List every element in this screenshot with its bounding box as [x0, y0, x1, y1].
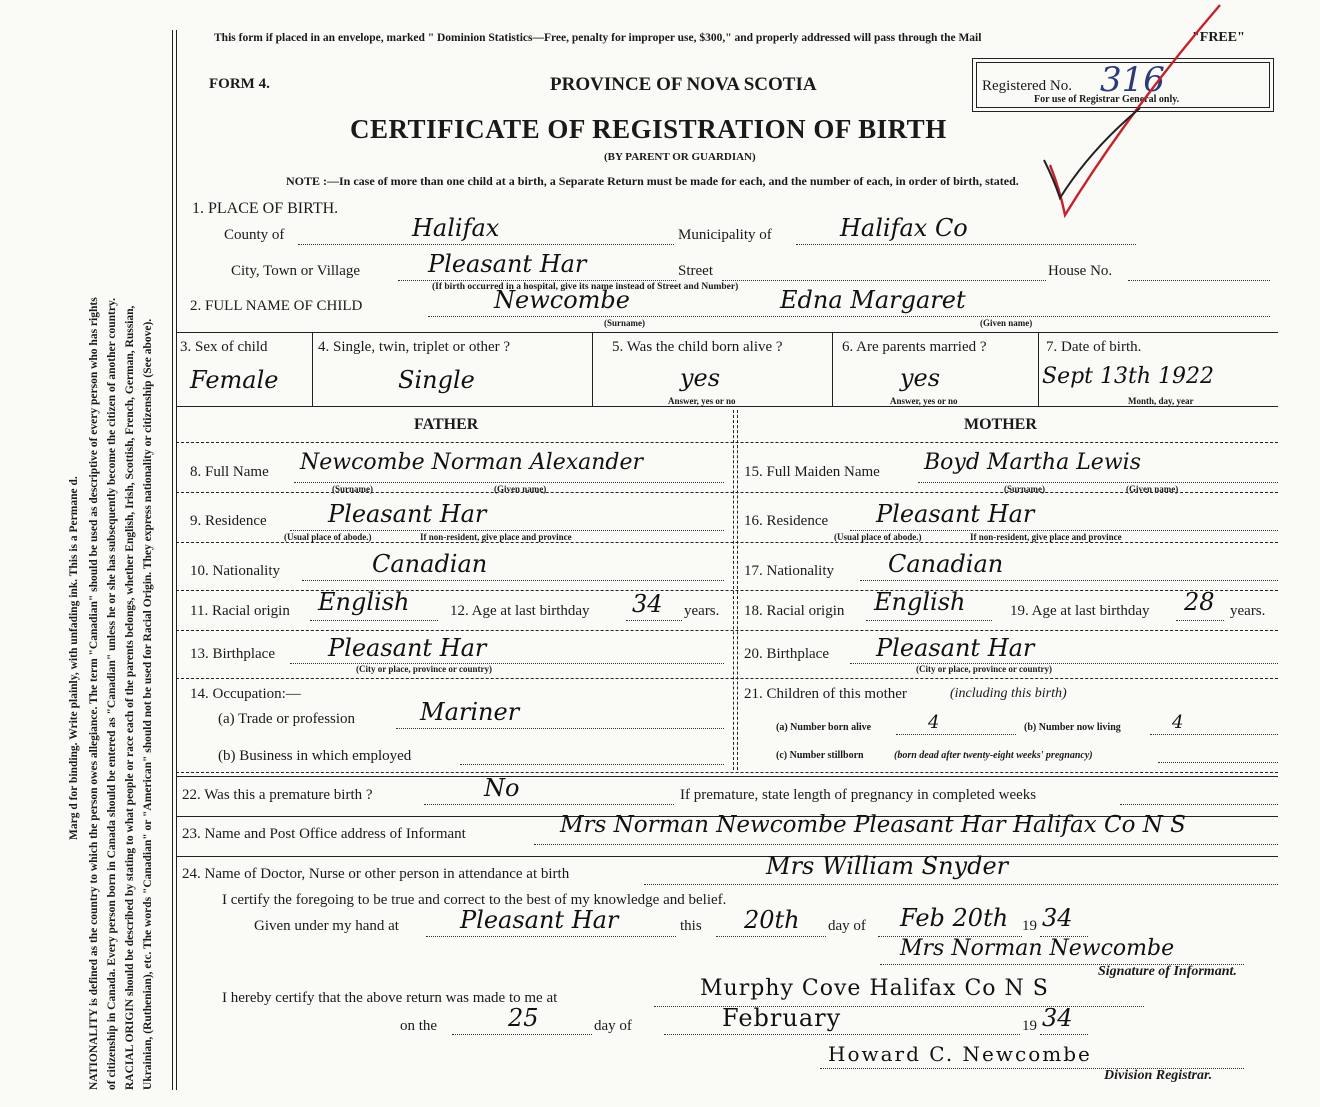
multiple-birth-note: NOTE :—In case of more than one child at a birth, a Separate Return must be made for each, and the number of each, in order of birth, stated.: [286, 174, 1019, 188]
return-year-prefix: 19: [1022, 1018, 1037, 1034]
child-given-name: Edna Margaret: [780, 286, 966, 314]
municipality-label: Municipality of: [678, 227, 772, 243]
place-of-birth-heading: 1. PLACE OF BIRTH.: [192, 200, 339, 217]
mother-name-label: 15. Full Maiden Name: [744, 464, 880, 480]
father-trade-label: (a) Trade or profession: [218, 711, 356, 727]
informant-label: 23. Name and Post Office address of Informant: [182, 826, 466, 842]
child-surname: Newcombe: [494, 286, 630, 314]
mother-children-note: (including this birth): [950, 686, 1067, 701]
county-label: County of: [224, 227, 285, 243]
alive-note: Answer, yes or no: [668, 396, 736, 406]
father-residence-value: Pleasant Har: [328, 500, 487, 528]
hospital-note: (If birth occurred in a hospital, give its name instead of Street and Number): [432, 282, 739, 292]
mother-heading: MOTHER: [964, 416, 1037, 433]
father-racial-value: English: [318, 588, 410, 616]
province-title: PROVINCE OF NOVA SCOTIA: [550, 74, 817, 95]
father-heading: FATHER: [414, 416, 479, 433]
street-label: Street: [678, 263, 713, 279]
mother-birthplace-value: Pleasant Har: [876, 634, 1035, 662]
father-given-note: (Given name): [494, 484, 547, 494]
child-given-note: (Given name): [980, 318, 1033, 328]
child-surname-note: (Surname): [604, 318, 645, 328]
margin-racial-note-1: RACIAL ORIGIN should be described by stating to what people or race each of the parents belongs, whether English, Irish, Scottish, French, German, Russian,: [124, 305, 136, 1090]
mother-nationality-label: 17. Nationality: [744, 563, 834, 579]
mother-stillborn-label: (c) Number stillborn: [776, 750, 864, 761]
mother-given-note: (Given name): [1126, 484, 1179, 494]
given-month-value: Feb 20th: [900, 904, 1009, 932]
return-year-value: 34: [1042, 1004, 1073, 1032]
father-occupation-label: 14. Occupation:—: [190, 686, 301, 702]
county-value: Halifax: [412, 214, 500, 242]
mother-birthplace-label: 20. Birthplace: [744, 646, 829, 662]
mother-born-alive-label: (a) Number born alive: [776, 722, 872, 733]
father-racial-label: 11. Racial origin: [190, 603, 290, 619]
mother-city-note: (City or place, province or country): [916, 664, 1052, 674]
certificate-subtitle: (BY PARENT OR GUARDIAN): [604, 151, 756, 163]
mother-residence-value: Pleasant Har: [876, 500, 1035, 528]
given-place-value: Pleasant Har: [460, 906, 619, 934]
father-trade-value: Mariner: [420, 698, 520, 726]
father-business-label: (b) Business in which employed: [218, 748, 412, 764]
municipality-value: Halifax Co: [840, 214, 968, 242]
return-label: I hereby certify that the above return was made to me at: [222, 990, 558, 1006]
mother-born-alive-value: 4: [928, 712, 940, 733]
mother-years-label: years.: [1230, 603, 1266, 619]
city-value: Pleasant Har: [428, 250, 587, 278]
premature-length-label: If premature, state length of pregnancy in completed weeks: [680, 787, 1037, 803]
signature-of-informant-label: Signature of Informant.: [1098, 964, 1237, 979]
sex-value: Female: [190, 366, 279, 394]
sex-label: 3. Sex of child: [180, 339, 268, 355]
date-label: 7. Date of birth.: [1046, 339, 1142, 355]
mother-living-value: 4: [1172, 712, 1184, 733]
return-place-value: Murphy Cove Halifax Co N S: [700, 976, 1049, 1001]
mother-nationality-value: Canadian: [888, 550, 1004, 578]
return-month-value: February: [722, 1004, 842, 1032]
alive-label: 5. Was the child born alive ?: [612, 339, 783, 355]
father-nationality-value: Canadian: [372, 550, 488, 578]
city-label: City, Town or Village: [231, 263, 361, 279]
certificate-title: CERTIFICATE OF REGISTRATION OF BIRTH: [350, 114, 947, 144]
given-under-label: Given under my hand at: [254, 918, 399, 934]
registrar-note: For use of Registrar General only.: [1034, 94, 1180, 105]
given-year-prefix: 19: [1022, 918, 1037, 934]
mother-abode-note: (Usual place of abode.): [834, 532, 922, 542]
father-name-value: Newcombe Norman Alexander: [300, 450, 644, 475]
father-surname-note: (Surname): [332, 484, 373, 494]
mother-residence-label: 16. Residence: [744, 513, 829, 529]
mother-children-label: 21. Children of this mother: [744, 686, 907, 702]
mother-age-label: 19. Age at last birthday: [1010, 603, 1150, 619]
informant-signature: Mrs Norman Newcombe: [900, 936, 1175, 961]
father-nonres-note: If non-resident, give place and province: [420, 532, 572, 542]
mail-notice: This form if placed in an envelope, marked " Dominion Statistics—Free, penalty for improper use, $300," and properly addressed will pass through the Mail: [214, 32, 982, 44]
father-abode-note: (Usual place of abode.): [284, 532, 372, 542]
premature-label: 22. Was this a premature birth ?: [182, 787, 373, 803]
father-years-label: years.: [684, 603, 720, 619]
father-residence-label: 9. Residence: [190, 513, 267, 529]
father-name-label: 8. Full Name: [190, 464, 269, 480]
mother-name-value: Boyd Martha Lewis: [924, 450, 1141, 475]
margin-nationality-note-1: NATIONALITY is defined as the country to which the person owes allegiance. The term "Canadian" should be used as descriptive of every person who has rights: [88, 297, 100, 1090]
father-birthplace-value: Pleasant Har: [328, 634, 487, 662]
division-registrar-label: Division Registrar.: [1104, 1068, 1213, 1083]
margin-rule-outer: [176, 30, 177, 1090]
given-year-value: 34: [1042, 904, 1073, 932]
married-label: 6. Are parents married ?: [842, 339, 987, 355]
doctor-label: 24. Name of Doctor, Nurse or other person in attendance at birth: [182, 866, 570, 882]
date-value: Sept 13th 1922: [1042, 364, 1214, 389]
black-check-icon: [1030, 100, 1150, 210]
free-label: "FREE": [1192, 30, 1245, 45]
mother-racial-value: English: [874, 588, 966, 616]
father-age-value: 34: [632, 590, 663, 618]
informant-value: Mrs Norman Newcombe Pleasant Har Halifax Co N S: [560, 812, 1186, 838]
alive-value: yes: [680, 364, 721, 392]
doctor-value: Mrs William Snyder: [766, 852, 1009, 880]
married-note: Answer, yes or no: [890, 396, 958, 406]
child-name-label: 2. FULL NAME OF CHILD: [190, 298, 363, 314]
premature-value: No: [484, 774, 520, 802]
certify-statement: I certify the foregoing to be true and correct to the best of my knowledge and belief.: [222, 892, 727, 908]
return-dayof-label: day of: [594, 1018, 632, 1034]
registered-no-label: Registered No.: [982, 78, 1072, 94]
mother-surname-note: (Surname): [1004, 484, 1045, 494]
form-number: FORM 4.: [209, 76, 270, 92]
registrar-signature: Howard C. Newcombe: [828, 1042, 1092, 1066]
return-on-the-label: on the: [400, 1018, 438, 1034]
mother-age-value: 28: [1184, 588, 1215, 616]
margin-racial-note-2: Ukrainian, (Ruthenian), etc. The words "Canadian" or "American" should not be used for Racial Origin. They express nationality or citizenship (See above).: [142, 318, 154, 1090]
margin-binding-note: Marg d for binding. Write plainly, with unfading ink. This is a Permane d.: [68, 476, 80, 840]
given-day-value: 20th: [744, 906, 800, 934]
registered-no-value: 316: [1100, 60, 1165, 100]
mother-stillborn-note: (born dead after twenty-eight weeks' pregnancy): [894, 750, 1093, 761]
father-birthplace-label: 13. Birthplace: [190, 646, 275, 662]
return-day-value: 25: [508, 1004, 539, 1032]
margin-rule: [172, 30, 173, 1090]
father-age-label: 12. Age at last birthday: [450, 603, 590, 619]
father-city-note: (City or place, province or country): [356, 664, 492, 674]
date-note: Month, day, year: [1128, 396, 1194, 406]
given-dayof-label: day of: [828, 918, 866, 934]
father-nationality-label: 10. Nationality: [190, 563, 280, 579]
margin-nationality-note-2: of citizenship in Canada. Every person born in Canada should be entered as "Canadian" unless he or she has subsequently become the citizen of another country.: [106, 298, 118, 1090]
plurality-label: 4. Single, twin, triplet or other ?: [318, 339, 511, 355]
married-value: yes: [900, 364, 941, 392]
plurality-value: Single: [398, 366, 475, 394]
house-no-label: House No.: [1048, 263, 1113, 279]
mother-living-label: (b) Number now living: [1024, 722, 1121, 733]
mother-nonres-note: If non-resident, give place and province: [970, 532, 1122, 542]
mother-racial-label: 18. Racial origin: [744, 603, 845, 619]
given-this-label: this: [680, 918, 702, 934]
